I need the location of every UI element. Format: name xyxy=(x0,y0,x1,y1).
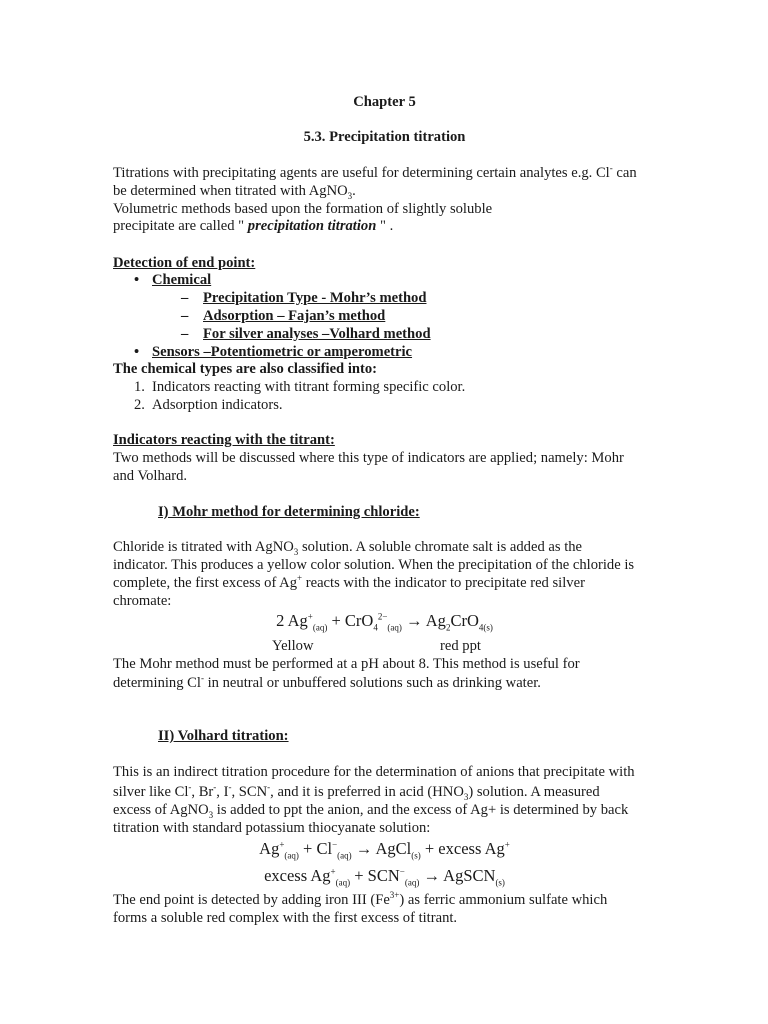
chapter-title: Chapter 5 xyxy=(353,94,416,110)
classified-line: The chemical types are also classified into: xyxy=(113,361,378,377)
intro-line-1: Titrations with precipitating agents are useful for determining certain analytes e.g. Cl- can xyxy=(113,163,637,181)
volhard-end-line-1: The end point is detected by adding iron III $(Fe^{3+})$ as ferric ammonium sulfate which xyxy=(113,890,608,908)
red-ppt-label: red ppt xyxy=(440,638,481,654)
volhard-end-line-2: forms a soluble red complex with the first excess of titrant. xyxy=(113,910,458,926)
numbered-item-2: 2. Adsorption indicators. xyxy=(134,397,283,413)
volhard-heading: II) Volhard titration: xyxy=(158,728,289,744)
intro-line-2: be determined when titrated with AgNO$_3$. xyxy=(113,183,356,201)
sub-item-volhard: – For silver analyses –Volhard method xyxy=(181,326,431,342)
numbered-item-1: 1. Indicators reacting with titrant forming specific color. xyxy=(134,379,466,395)
sub-item-mohr: – Precipitation Type - Mohr’s method xyxy=(181,290,427,306)
volhard-line-4: titration with standard potassium thiocyanate solution: xyxy=(113,820,431,836)
section-title: 5.3. Precipitation titration xyxy=(303,129,466,145)
mohr-line-5: The Mohr method must be performed at a pH about 8. This method is useful for xyxy=(113,656,580,672)
indicators-line-2: and Volhard. xyxy=(113,468,188,484)
sub-item-fajan: – Adsorption – Fajan’s method xyxy=(181,308,386,324)
mohr-heading: I) Mohr method for determining chloride: xyxy=(158,504,420,520)
volhard-line-1: This is an indirect titration procedure for the determination of anions that precipitate with xyxy=(113,764,635,780)
mohr-line-6: determining Cl- in neutral or unbuffered solutions such as drinking water. xyxy=(113,673,541,691)
mohr-line-3: complete, the first excess of Ag+ reacts with the indicator to precipitate red silver xyxy=(113,573,585,591)
mohr-line-4: chromate: xyxy=(113,593,172,609)
bullet-chemical: • Chemical xyxy=(134,272,212,288)
volhard-line-2: silver like Cl-, Br-, I-, SCN-, and it is preferred in acid $(HNO_3)$ solution. A measured xyxy=(113,782,600,802)
volhard-line-3: excess of AgNO$_3$ is added to ppt the anion, and the excess of Ag+ is determined by back xyxy=(113,802,629,820)
indicators-heading: Indicators reacting with the titrant: xyxy=(113,432,335,448)
yellow-label: Yellow xyxy=(272,638,314,654)
detection-heading: Detection of end point: xyxy=(113,255,256,271)
mohr-line-2: indicator. This produces a yellow color solution. When the precipitation of the chloride is xyxy=(113,557,635,573)
intro-line-4: precipitate are called " precipitation titration " . xyxy=(113,218,394,234)
mohr-equation: 2 $Ag^+_{(aq)} + CrO_4^{2-}_{(aq)} \to Ag_2CrO_{4(s)}$ xyxy=(276,611,493,633)
volhard-equation-2: excess $Ag^+_{(aq)} + SCN^-_{(aq)}$ → AgSCN$_{(s)}$ xyxy=(264,866,505,888)
mohr-line-1: Chloride is titrated with AgNO$_3$ solution. A soluble chromate salt is added as the xyxy=(113,539,583,557)
bullet-sensors: • Sensors –Potentiometric or amperometric xyxy=(134,344,413,360)
intro-line-3: Volumetric methods based upon the formation of slightly soluble xyxy=(113,201,493,217)
indicators-line-1: Two methods will be discussed where this type of indicators are applied; namely: Mohr xyxy=(113,450,624,466)
volhard-equation-1: $Ag^+_{(aq)} + Cl^-_{(aq)}$ → AgCl$_{(s)}$ + excess Ag+ xyxy=(259,839,510,861)
